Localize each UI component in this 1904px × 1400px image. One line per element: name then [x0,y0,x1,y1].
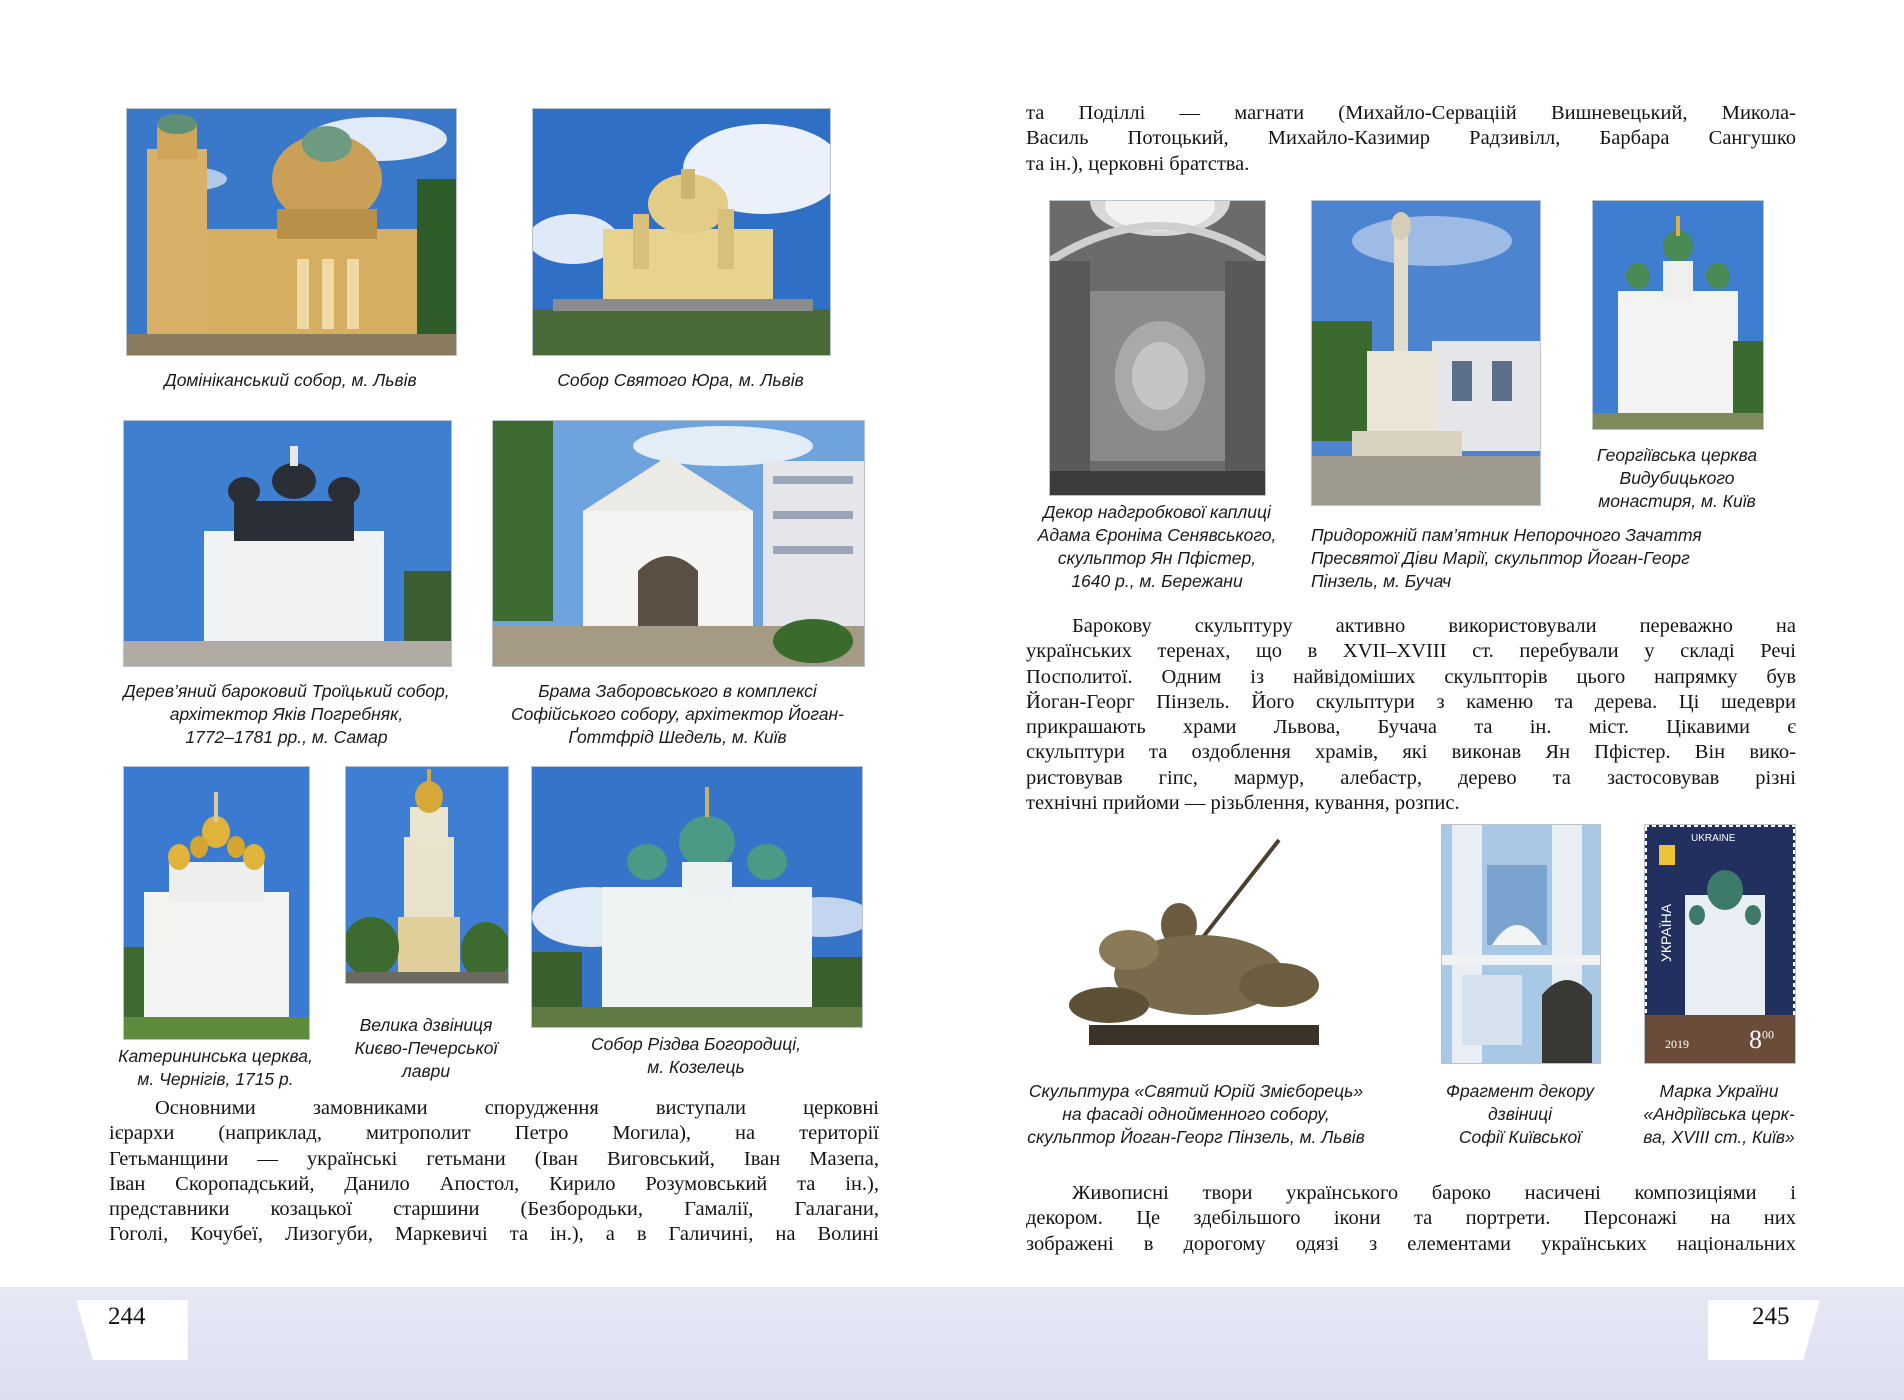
photo-st-yura-cathedral [532,108,831,356]
caption-st-george: Скульптура «Святий Юрій Змієборець» на фасаді однойменного собору, скульптор Йоган-Георг Пінзель, м. Львів [1027,1081,1365,1147]
photo-dominican-cathedral [126,108,457,356]
photo-zaborovsky-gate [492,420,865,667]
caption-zaborovsky: Брама Заборовського в комплексі Софійського собору, архітектор Йоган- Ґоттфрід Шедель, м. Київ [511,681,844,747]
caption-chapel: Декор надгробкової каплиці Адама Єроніма Сенявського, скульптор Ян Пфістер, 1640 р., м. Бережани [1037,502,1277,591]
photo-andriyivska-stamp [1644,824,1796,1064]
caption-yura: Собор Святого Юра, м. Львів [557,370,804,390]
photo-sophia-belfry-decor [1441,824,1601,1064]
page-number-left: 244 [108,1303,146,1330]
body-paragraph-painting: Живописні твори українського бароко насичені композиціями і декором. Це здебільшого ікони та портрети. Персонажі на них зображені в дорогому одязі з елементами українських національних [1026,1182,1796,1255]
caption-dominican: Домініканський собор, м. Львів [164,370,417,390]
photo-lavra-bell-tower [345,766,509,984]
right-page [952,0,1904,1400]
photo-kozelets-cathedral [531,766,863,1028]
stamp-country-label: UKRAINE [1691,833,1736,844]
photo-immaculate-monument [1311,200,1541,506]
caption-georgievska: Георгіївська церква Видубицького монастиря, м. Київ [1596,445,1758,511]
body-paragraph-sculpture: Барокову скульптуру активно використовували переважно на українських теренах, що в XVII–XVIII ст. перебували у складі Речі Посполитої. Одним із найвідоміших скульпторів цього напрямку був Йоган-Георг Пінзель. Його скульптури з каменю та дерева. Ці шедеври прикрашають храми Львова, Бучача та ін. міст. Цікавими є скульптури та оздоблення храмів, які виконав Ян Пфістер. Він вико- ристовував гіпс, мармур, алебастр, дерево та застосовував різні технічні прийоми — різьблення, кування, розпис. [1026,615,1796,815]
body-paragraph-patrons: Основними замовниками спорудження виступали церковні ієрархи (наприклад, митрополит Петро Могила), на території Гетьманщини — українські гетьмани (Іван Виговський, Іван Мазепа, Іван Скоропадський, Данило Апостол, Кирило Розумовський та ін.), представники козацької старшини (Безбородьки, Гамалії, Галагани, Гоголі, Кочубеї, Лизогуби, Маркевичі та ін.), а в Галичині, на Волині [109,1097,879,1246]
photo-kateryna-church [123,766,310,1040]
photo-chapel-decor [1049,200,1266,496]
photo-troitsky-cathedral [123,420,452,667]
photo-st-george-sculpture [1048,824,1346,1064]
body-intro-continuation: та Поділлі — магнати (Михайло-Серваціій Вишневецький, Микола- Василь Потоцький, Михайло-Казимир Радзивілл, Барбара Сангушко та ін.), церковні братства. [1026,102,1796,175]
stamp-country-vertical: УКРАЇНА [1658,903,1675,963]
stamp-year: 2019 [1665,1037,1689,1051]
page-number-right: 245 [1752,1303,1790,1330]
photo-georgievska-church [1592,200,1764,430]
caption-lavra-bell: Велика дзвіниця Києво-Печерської лаври [354,1015,498,1081]
caption-kozelets: Собор Різдва Богородиці, м. Козелець [591,1034,801,1077]
stamp-value: $8^{00}$ [1749,1025,1774,1054]
caption-kateryna: Катерининська церква, м. Чернігів, 1715 р. [118,1046,313,1089]
caption-sophia: Фрагмент декору дзвіниці Софії Київської [1446,1081,1594,1147]
caption-monument: Придорожній пам’ятник Непорочного Зачаття Пресвятої Діви Марії, скульптор Йоган-Георг Пінзель, м. Бучач [1311,525,1702,591]
caption-troitsky: Дерев’яний бароковий Троїцький собор, архітектор Яків Погребняк, 1772–1781 рр., м. Самар [123,681,450,747]
caption-stamp: Марка України «Андріївська церк- ва, XVIII ст., Київ» [1643,1081,1795,1147]
